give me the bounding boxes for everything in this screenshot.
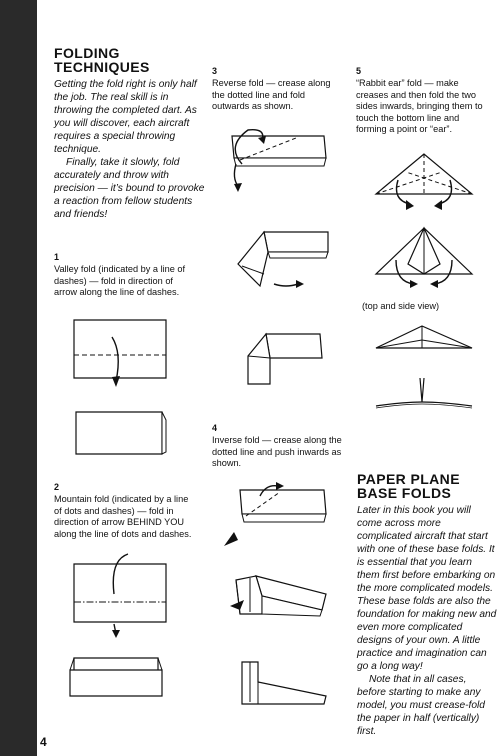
fold-arrow-icon bbox=[112, 630, 120, 638]
step-3-number: 3 bbox=[212, 66, 218, 76]
base-folds-p2: Note that in all cases, before starting to make any model, you must crease-fold the paper in half (vertically) first. bbox=[357, 674, 485, 737]
fold-arrow-icon bbox=[296, 280, 304, 288]
step-5-number: 5 bbox=[356, 66, 362, 76]
page-edge-bar bbox=[0, 0, 37, 756]
step-2-number: 2 bbox=[54, 482, 60, 492]
rabbit-ear-side-view bbox=[372, 374, 478, 414]
folding-intro-p2: Finally, take it slowly, fold accurately and throw with precision — it’s bound to provoke a reaction from fellow students and friends! bbox=[54, 157, 205, 220]
fold-arrow-icon bbox=[430, 280, 438, 288]
inverse-fold-step bbox=[226, 570, 332, 636]
folding-title: FOLDING TECHNIQUES bbox=[54, 45, 150, 75]
folding-intro bbox=[54, 78, 206, 221]
valley-fold-diagram bbox=[70, 315, 170, 390]
step-5-text: “Rabbit ear” fold — make creases and then fold the two sides inwards, bringing them to touch the bottom line and forming a point or “ear”. bbox=[356, 78, 483, 134]
mountain-fold-diagram bbox=[70, 552, 170, 638]
base-folds-body bbox=[357, 504, 497, 738]
page-number: 4 bbox=[40, 735, 47, 749]
reverse-fold-result bbox=[242, 326, 326, 392]
fold-arrow-icon bbox=[434, 200, 442, 210]
folding-intro-p1: Getting the fold right is only half the job. The real skill is in throwing the completed dart. As you will discover, each aircraft requires a special throwing technique. bbox=[54, 79, 197, 155]
fold-arrow-icon bbox=[112, 376, 120, 387]
step-1-number: 1 bbox=[54, 252, 60, 262]
rabbit-ear-diagram-1 bbox=[372, 150, 478, 216]
rabbit-ear-caption: (top and side view) bbox=[362, 301, 440, 311]
base-folds-title: PAPER PLANE BASE FOLDS bbox=[357, 471, 460, 501]
step-2-text: Mountain fold (indicated by a line of dots and dashes) — fold in direction of arrow BEHIND YOU along the line of dots and dashes. bbox=[54, 494, 192, 539]
fold-arrow-icon bbox=[410, 280, 418, 288]
rabbit-ear-diagram-2 bbox=[372, 224, 478, 294]
rabbit-ear-top-view bbox=[372, 322, 478, 354]
step-4-number: 4 bbox=[212, 423, 218, 433]
reverse-fold-step bbox=[234, 226, 334, 298]
inverse-fold-diagram bbox=[220, 480, 332, 552]
fold-arrow-icon bbox=[406, 200, 414, 210]
step-4-text: Inverse fold — crease along the dotted line and push inwards as shown. bbox=[212, 435, 342, 468]
mountain-fold-result bbox=[66, 652, 172, 702]
base-folds-p1: Later in this book you will come across more complicated aircraft that start with one of these base folds. It is essential that you learn them first before embarking on the more complicated models. These base folds are also the foundation for making new and even more complicated designs of your own. A little practice and imagination can go a long way! bbox=[357, 505, 497, 672]
step-1-text: Valley fold (indicated by a line of dashes) — fold in direction of arrow along the line of dashes. bbox=[54, 264, 186, 297]
fold-arrow-icon bbox=[276, 482, 284, 490]
fold-arrow-icon bbox=[224, 532, 238, 546]
valley-fold-result bbox=[70, 406, 170, 460]
reverse-fold-diagram bbox=[226, 126, 332, 196]
inverse-fold-result bbox=[236, 656, 332, 712]
step-3-text: Reverse fold — crease along the dotted line and fold outwards as shown. bbox=[212, 78, 331, 111]
fold-arrow-icon bbox=[234, 183, 242, 192]
